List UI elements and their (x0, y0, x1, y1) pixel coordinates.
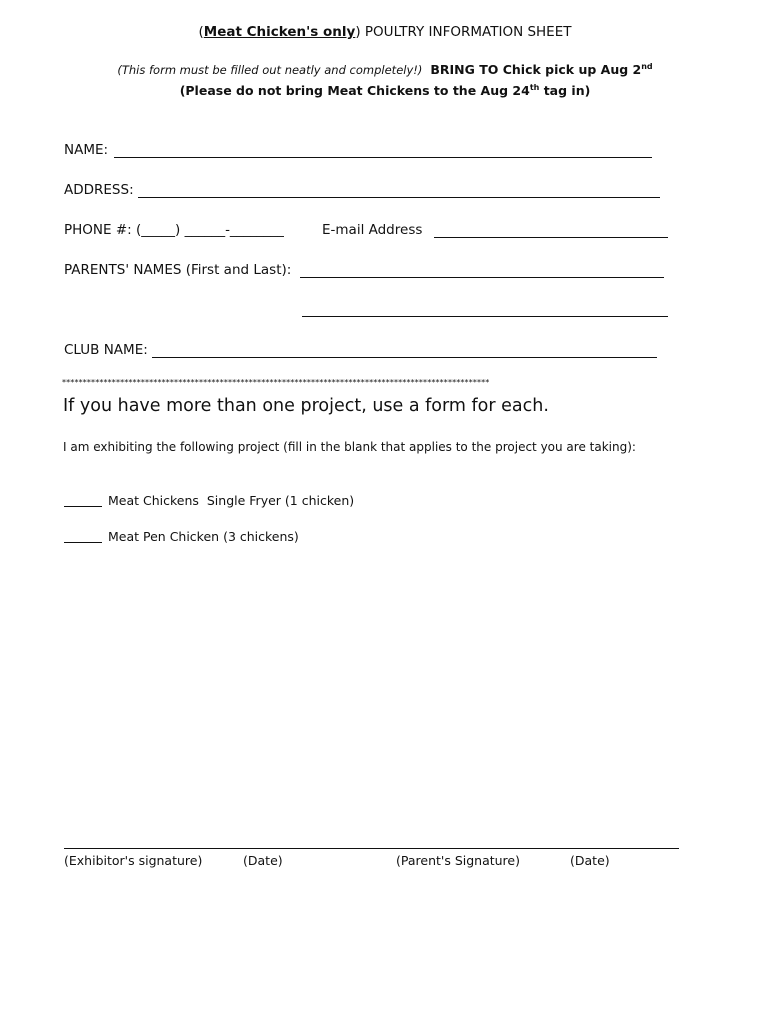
option-meat-pen (64, 529, 299, 544)
note-bold-sup: nd (641, 62, 653, 71)
address-blank[interactable] (138, 197, 660, 198)
asterisk-separator: ******************************************************************************************************* (62, 378, 490, 387)
note2-b: tag in) (539, 83, 591, 98)
name-blank[interactable] (114, 157, 652, 158)
option-blank[interactable] (64, 542, 102, 543)
name-label: NAME: (64, 142, 109, 158)
instruction-line-1 (0, 62, 770, 77)
signature-line[interactable] (64, 848, 679, 849)
date-label-1: (Date) (243, 853, 283, 868)
instruction-line-2 (0, 83, 770, 98)
note2-a: (Please do not bring Meat Chickens to the Aug 24 (179, 83, 530, 98)
email-blank[interactable] (434, 237, 668, 238)
parent-signature-label: (Parent's Signature) (396, 853, 520, 868)
parents-label: PARENTS' NAMES (First and Last): (64, 262, 292, 278)
club-blank[interactable] (152, 357, 657, 358)
date-label-2: (Date) (570, 853, 610, 868)
option-label: Meat Pen Chicken (3 chickens) (108, 529, 299, 544)
title-open: ( (198, 24, 204, 40)
option-single-fryer (64, 493, 354, 508)
address-label: ADDRESS: (64, 182, 134, 198)
email-label: E-mail Address (322, 222, 423, 238)
club-label: CLUB NAME: (64, 342, 148, 358)
exhibitor-signature-label: (Exhibitor's signature) (64, 853, 203, 868)
note-italic: (This form must be filled out neatly and completely!) (117, 63, 423, 77)
form-title (0, 24, 770, 40)
option-label: Meat Chickens Single Fryer (1 chicken) (108, 493, 355, 508)
project-instruction: I am exhibiting the following project (fill in the blank that applies to the project you are taking): (63, 440, 636, 454)
title-rest: ) POULTRY INFORMATION SHEET (355, 24, 572, 40)
note-bold: BRING TO Chick pick up Aug 2 (430, 62, 642, 77)
note2-sup: th (529, 83, 540, 92)
parents-blank-2[interactable] (302, 316, 668, 317)
option-blank[interactable] (64, 506, 102, 507)
phone-label[interactable]: PHONE #: (_____) ______-________ (64, 222, 284, 238)
parents-blank[interactable] (300, 277, 664, 278)
title-emphasis: Meat Chicken's only (203, 24, 356, 40)
project-heading: If you have more than one project, use a form for each. (63, 396, 549, 416)
